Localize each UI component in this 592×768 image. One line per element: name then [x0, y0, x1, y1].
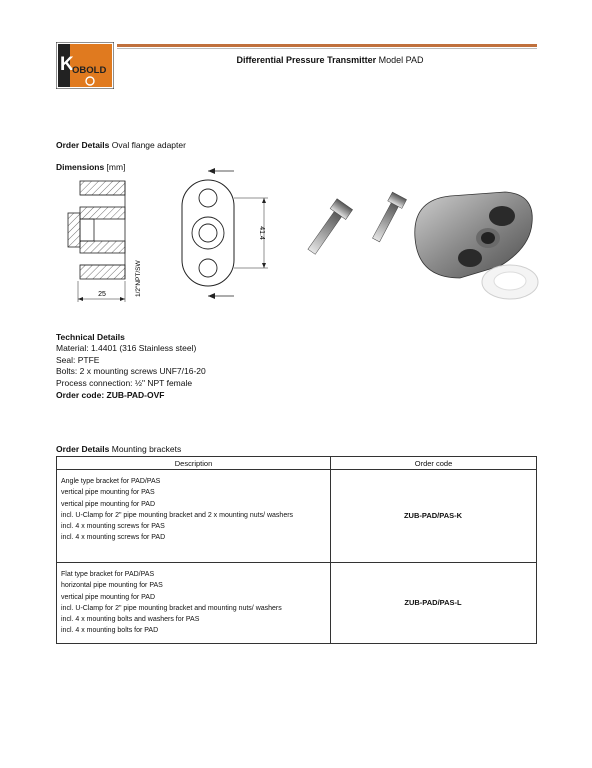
- header-rule-thin: [117, 48, 537, 49]
- order-details-heading-2: Order Details Mounting brackets: [56, 444, 182, 454]
- dim-width-label: 25: [98, 291, 106, 298]
- column-header-description: Description: [57, 457, 331, 470]
- bolts-line: Bolts: 2 x mounting screws UNF7/16-20: [56, 366, 206, 377]
- svg-text:K: K: [60, 54, 74, 75]
- table-row: [57, 563, 537, 644]
- column-header-order-code: Order code: [331, 457, 537, 470]
- process-connection-line: Process connection: ½" NPT female: [56, 377, 193, 388]
- header-rule: [117, 44, 537, 47]
- row-order-code: ZUB-PAD/PAS-L: [331, 563, 537, 644]
- oval-flange-photo: [300, 178, 540, 306]
- document-title: Differential Pressure Transmitter Model PAD: [236, 55, 424, 65]
- kobold-logo: [56, 42, 114, 89]
- table-header-row: [57, 457, 537, 470]
- technical-details: [56, 332, 206, 389]
- order-details-heading: Order Details Oval flange adapter: [56, 140, 186, 150]
- table-row: [57, 470, 537, 563]
- oval-front-drawing: [176, 162, 276, 302]
- dim-height-label: 41.4: [258, 226, 265, 240]
- row-description: Flat type bracket for PAD/PAS horizontal pipe mounting for PAS vertical pipe mounting for PAD incl. U-Clamp for 2" pipe mounting bracket and mounting nuts/ washers incl. 4 x mounting bolts and washers for PAS incl. 4 x mounting bolts for PAD: [57, 563, 331, 644]
- order-code: Order code: ZUB-PAD-OVF: [56, 390, 165, 400]
- logo-text: OBOLD: [72, 65, 107, 76]
- seal-line: Seal: PTFE: [56, 354, 100, 365]
- mounting-brackets-table: [56, 456, 537, 644]
- dim-thread-label: 1/2"NPT/SW: [135, 260, 142, 297]
- side-section-drawing: [62, 175, 172, 305]
- dimensions-heading: Dimensions [mm]: [56, 162, 126, 172]
- row-order-code: ZUB-PAD/PAS-K: [331, 470, 537, 563]
- row-description: Angle type bracket for PAD/PAS vertical pipe mounting for PAS vertical pipe mounting for PAD incl. U-Clamp for 2" pipe mounting bracket and 2 x mounting nuts/ washers incl. 4 x mounting screws for PAS incl. 4 x mounting screws for PAD: [57, 470, 331, 563]
- technical-details-heading: Technical Details: [56, 332, 125, 342]
- material-line: Material: 1.4401 (316 Stainless steel): [56, 343, 197, 354]
